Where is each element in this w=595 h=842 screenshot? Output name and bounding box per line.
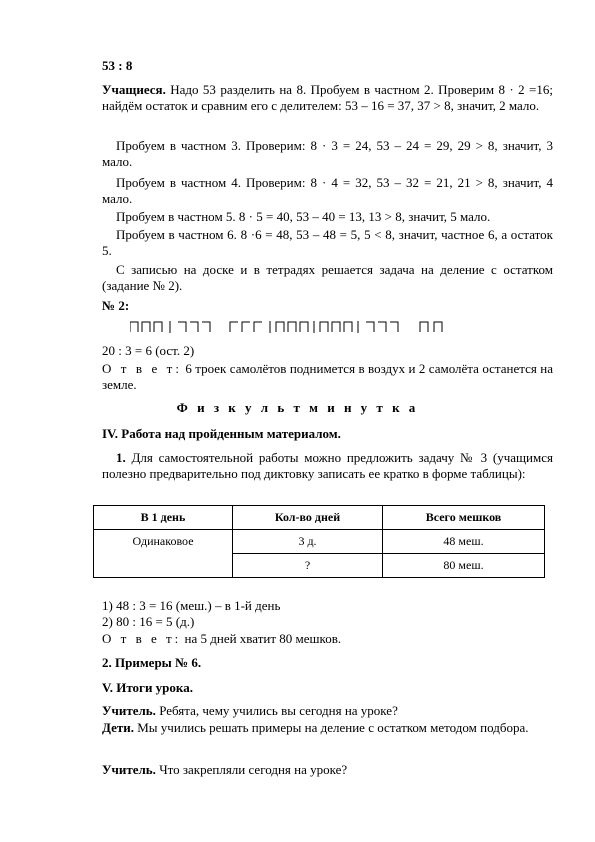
answer-1: О т в е т: 6 троек самолётов поднимется в воздух и 2 самолёта останется на земле. bbox=[102, 361, 553, 392]
answer-label: О т в е т: bbox=[102, 631, 182, 646]
col-header-per-day: В 1 день bbox=[94, 506, 233, 530]
grouping-diagram-icon bbox=[130, 320, 530, 334]
task-table bbox=[93, 505, 545, 578]
table-cell: Одинаковое bbox=[94, 530, 233, 578]
col-header-total-bags: Всего мешков bbox=[383, 506, 545, 530]
paragraph-board: С записью на доске и в тетрадях решается задача на деление с остатком (задание № 2). bbox=[102, 262, 553, 293]
solution-step-1: 1) 48 : 3 = 16 (меш.) – в 1-й день bbox=[102, 598, 281, 613]
speaker-label: Учащиеся. bbox=[102, 82, 166, 97]
heading: 53 : 8 bbox=[102, 58, 133, 73]
speaker-label: Учитель. bbox=[102, 762, 156, 777]
airplanes-diagram bbox=[130, 320, 530, 334]
table-cell: 48 меш. bbox=[383, 530, 545, 554]
paragraph-try-3: Пробуем в частном 3. Проверим: 8 · 3 = 24, 53 – 24 = 29, 29 > 8, значит, 3 мало. bbox=[102, 138, 553, 169]
col-header-days: Кол-во дней bbox=[233, 506, 383, 530]
fizkultminutka: Ф и з к у л ь т м и н у т к а bbox=[176, 400, 419, 415]
table-cell: ? bbox=[233, 554, 383, 578]
paragraph-try-5: Пробуем в частном 5. 8 · 5 = 40, 53 – 40 = 13, 13 > 8, значит, 5 мало. bbox=[116, 209, 491, 224]
task-2-label: № 2: bbox=[102, 298, 130, 313]
task-intro: 1. Для самостоятельной работы можно предложить задачу № 3 (учащимся полезно предварительно под диктовку записать ее кратко в форме таблицы): bbox=[102, 450, 553, 481]
paragraph-try-6: Пробуем в частном 6. 8 ·6 = 48, 53 – 48 = 5, 5 < 8, значит, частное 6, а остаток 5. bbox=[102, 227, 553, 258]
table-row bbox=[94, 530, 545, 554]
equation: 20 : 3 = 6 (ост. 2) bbox=[102, 343, 195, 358]
answer-label: О т в е т: bbox=[102, 361, 182, 376]
teacher-question-1: Учитель. Ребята, чему учились вы сегодня на уроке? bbox=[102, 703, 398, 718]
teacher-question-2: Учитель. Что закрепляли сегодня на уроке? bbox=[102, 762, 348, 777]
paragraph-students: Учащиеся. Надо 53 разделить на 8. Пробуем в частном 2. Проверим 8 · 2 =16; найдём остаток и сравним его с делителем: 53 – 16 = 37, 37 > 8, значит, 2 мало. bbox=[102, 82, 553, 113]
speaker-label: Учитель. bbox=[102, 703, 156, 718]
item-2: 2. Примеры № 6. bbox=[102, 655, 202, 670]
table-header-row bbox=[94, 506, 545, 530]
answer-2: О т в е т: на 5 дней хватит 80 мешков. bbox=[102, 631, 342, 646]
table-cell: 80 меш. bbox=[383, 554, 545, 578]
speaker-label: Дети. bbox=[102, 720, 134, 735]
children-answer: Дети. Мы учились решать примеры на деление с остатком методом подбора. bbox=[102, 720, 529, 735]
table-cell: 3 д. bbox=[233, 530, 383, 554]
solution-step-2: 2) 80 : 16 = 5 (д.) bbox=[102, 614, 195, 629]
paragraph-try-4: Пробуем в частном 4. Проверим: 8 · 4 = 32, 53 – 32 = 21, 21 > 8, значит, 4 мало. bbox=[102, 175, 553, 206]
section-v-title: V. Итоги урока. bbox=[102, 680, 193, 695]
section-iv-title: IV. Работа над пройденным материалом. bbox=[102, 426, 341, 441]
